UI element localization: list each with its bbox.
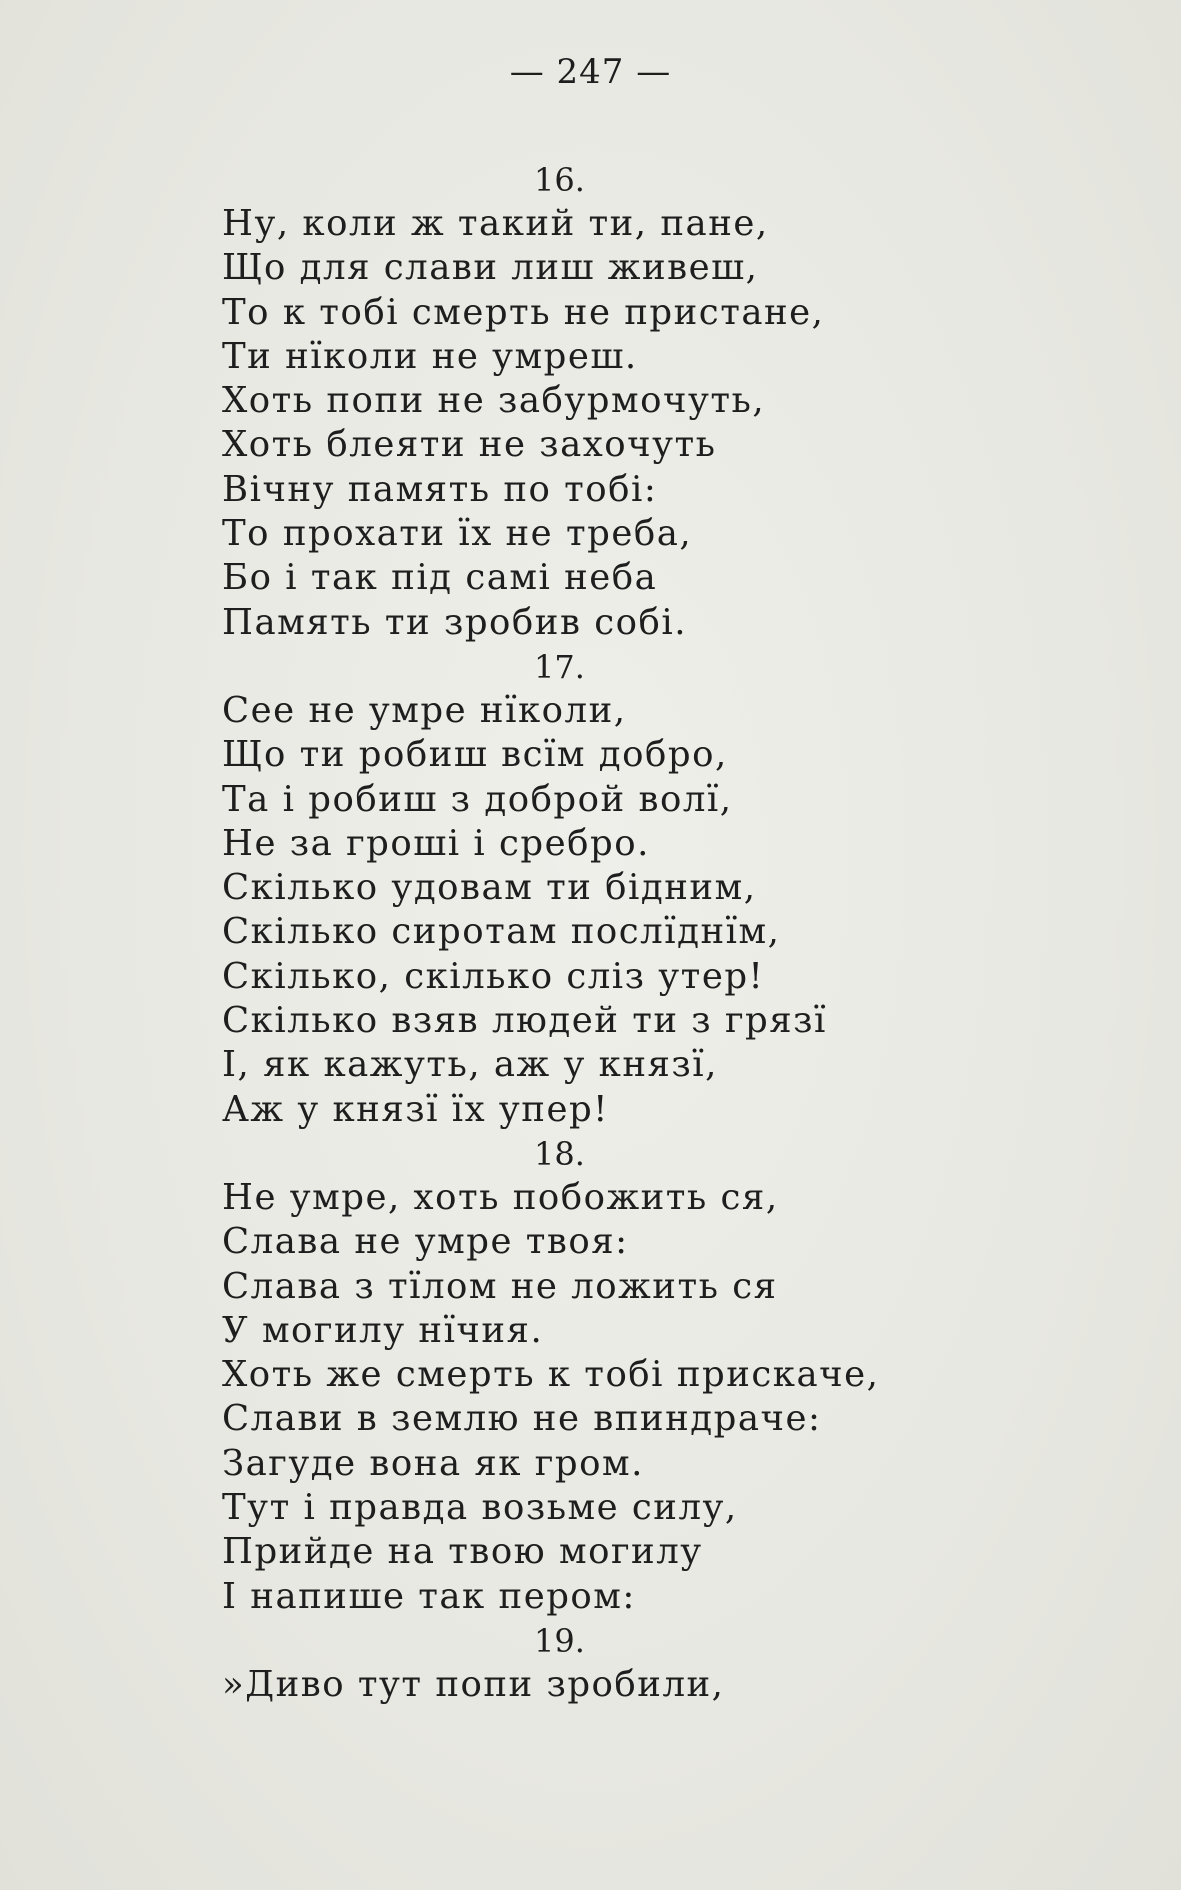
stanza-number: 16. bbox=[534, 161, 585, 199]
verse-line: Скілько взяв людей ти з грязї bbox=[222, 1000, 827, 1042]
verse-line: Слава не умре твоя: bbox=[222, 1221, 629, 1263]
verse-line: Що ти робиш всїм добро, bbox=[222, 734, 728, 776]
verse-line: Прийде на твою могилу bbox=[222, 1531, 703, 1573]
stanza bbox=[222, 1132, 982, 1619]
verse-line: Слави в землю не впиндраче: bbox=[222, 1398, 822, 1440]
verse-line: І напише так пером: bbox=[222, 1575, 636, 1617]
verse-line: То прохати їх не треба, bbox=[222, 513, 693, 555]
verse-line: Загуде вона як гром. bbox=[222, 1442, 644, 1484]
verse-line: Скілько, скілько сліз утер! bbox=[222, 955, 765, 997]
verse-line: Хоть попи не забурмочуть, bbox=[222, 380, 766, 422]
verse-line: Хоть же смерть к тобі прискаче, bbox=[222, 1354, 880, 1396]
verse-line: Бо і так під самі неба bbox=[222, 557, 658, 599]
verse-line: Слава з тїлом не ложить ся bbox=[222, 1265, 778, 1307]
page-number: — 247 — bbox=[509, 52, 672, 92]
stanza bbox=[222, 158, 982, 645]
stanza bbox=[222, 645, 982, 1132]
verse-line: У могилу нїчия. bbox=[222, 1309, 544, 1351]
verse-line: Ти нїколи не умреш. bbox=[222, 335, 638, 377]
verse-line: Не за гроші і сребро. bbox=[222, 822, 650, 864]
verse-line: Ну, коли ж такий ти, пане, bbox=[222, 203, 769, 244]
verse-line: Хоть блеяти не захочуть bbox=[222, 424, 717, 466]
verse-line: Скілько удовам ти бідним, bbox=[222, 867, 757, 909]
stanza-number: 19. bbox=[534, 1621, 585, 1660]
verse-line: Що для слави лиш живеш, bbox=[222, 247, 759, 289]
verse-line: Вічну память по тобі: bbox=[222, 468, 658, 510]
verse-line: Сее не умре нїколи, bbox=[222, 689, 627, 731]
verse-line: Скілько сиротам послїднїм, bbox=[222, 911, 781, 953]
stanza-number: 17. bbox=[534, 647, 585, 686]
verse-line: »Диво тут попи зробили, bbox=[222, 1663, 725, 1705]
verse-line: Аж у князї їх упер! bbox=[222, 1088, 609, 1130]
poem-text bbox=[222, 158, 982, 1707]
verse-line: То к тобі смерть не пристане, bbox=[222, 291, 825, 333]
verse-line: Та і робиш з доброй волї, bbox=[222, 778, 733, 820]
verse-line: Не умре, хоть побожить ся, bbox=[222, 1176, 779, 1218]
stanza bbox=[222, 1619, 982, 1707]
verse-line: Память ти зробив собі. bbox=[222, 601, 687, 643]
verse-line: Тут і правда возьме силу, bbox=[222, 1487, 738, 1529]
verse-line: І, як кажуть, аж у князї, bbox=[222, 1044, 718, 1086]
stanza-number: 18. bbox=[534, 1134, 585, 1173]
